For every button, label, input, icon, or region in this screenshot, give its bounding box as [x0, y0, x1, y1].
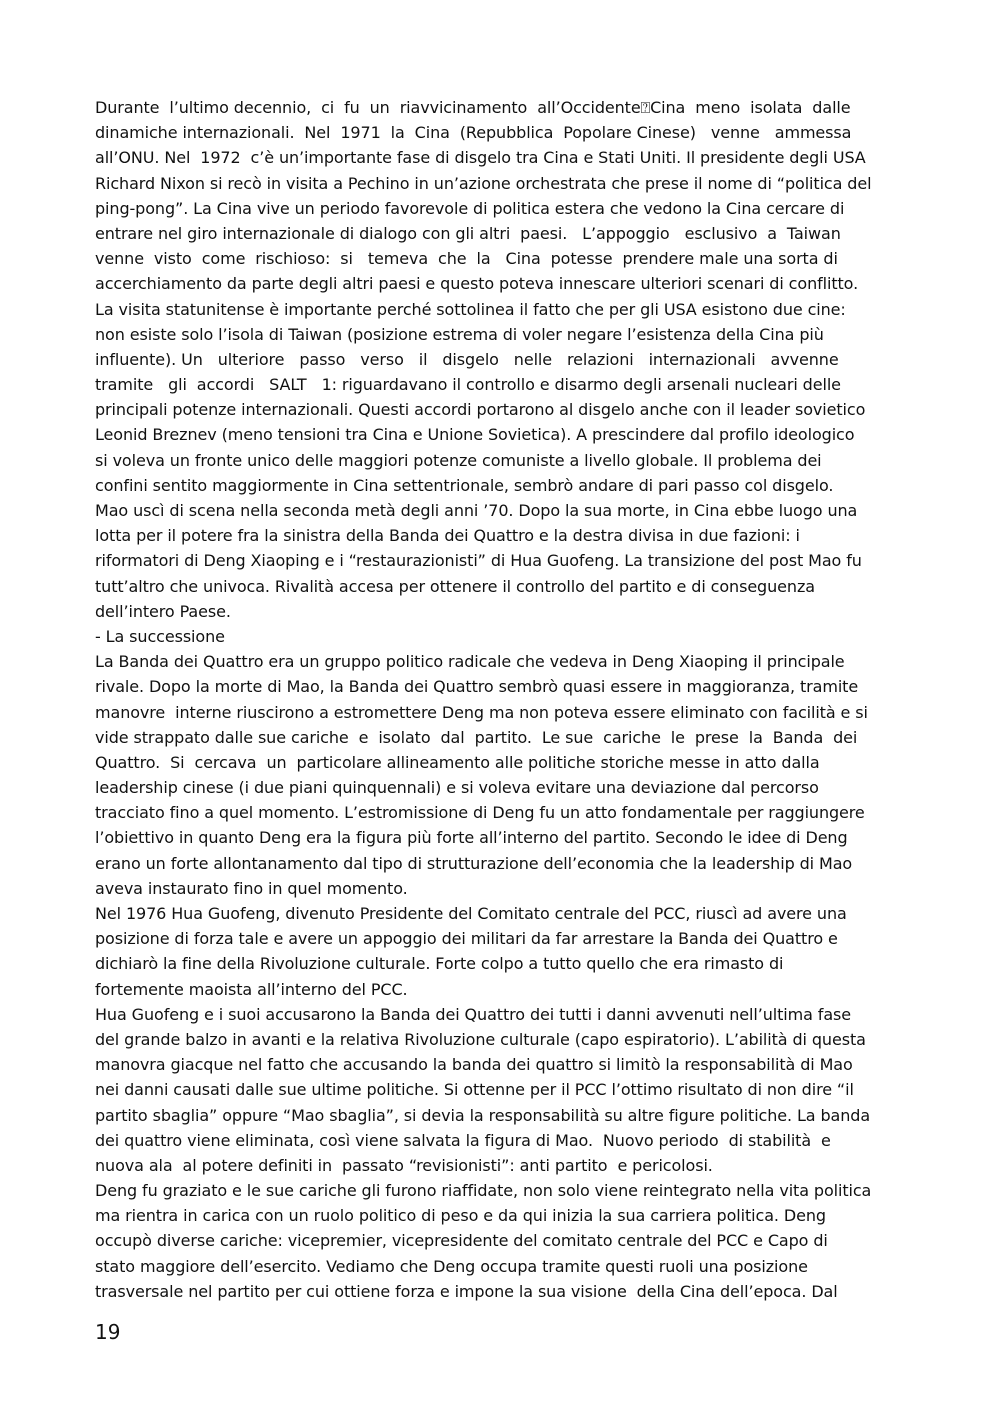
text-line: ping-pong”. La Cina vive un periodo favorevole di politica estera che vedono la Cina cercare di: [95, 198, 845, 218]
text-line: leadership cinese (i due piani quinquennali) e si voleva evitare una deviazione dal percorso: [95, 778, 819, 798]
text-line: La visita statunitense è importante perché sottolinea il fatto che per gli USA esistono due cine:: [95, 299, 846, 319]
text-line: manovre interne riuscirono a estromettere Deng ma non poteva essere eliminato con facilità e si: [95, 702, 868, 722]
text-line: trasversale nel partito per cui ottiene forza e impone la sua visione della Cina dell’epoca. Dal: [95, 1281, 838, 1301]
text-line: aveva instaurato fino in quel momento.: [95, 878, 408, 898]
text-line: entrare nel giro internazionale di dialogo con gli altri paesi. L’appoggio esclusivo a Taiwan: [95, 223, 841, 243]
text-line: accerchiamento da parte degli altri paesi e questo poteva innescare ulteriori scenari di conflitto.: [95, 274, 859, 294]
text-line: si voleva un fronte unico delle maggiori potenze comuniste a livello globale. Il problema dei: [95, 450, 822, 470]
text-line: dinamiche internazionali. Nel 1971 la Cina (Repubblica Popolare Cinese) venne ammessa: [95, 123, 852, 143]
text-line: Nel 1976 Hua Guofeng, divenuto Presidente del Comitato centrale del PCC, riuscì ad avere una: [95, 904, 847, 923]
text-line: manovra giacque nel fatto che accusando la banda dei quattro si limitò la responsabilità di Mao: [95, 1055, 853, 1075]
text-line: riformatori di Deng Xiaoping e i “restaurazionisti” di Hua Guofeng. La transizione del post Mao fu: [95, 551, 862, 571]
text-line: erano un forte allontanamento dal tipo di strutturazione dell’economia che la leadership di Mao: [95, 853, 853, 873]
text-line: all’ONU. Nel 1972 c’è un’importante fase di disgelo tra Cina e Stati Uniti. Il presidente degli USA: [95, 148, 866, 168]
text-line: principali potenze internazionali. Questi accordi portarono al disgelo anche con il leader sovietico: [95, 400, 866, 420]
text-line: l’obiettivo in quanto Deng era la figura più forte all’interno del partito. Secondo le idee di Deng: [95, 828, 848, 848]
text-line: influente). Un ulteriore passo verso il disgelo nelle relazioni internazionali avvenne: [95, 349, 839, 369]
text-line: Durante l’ultimo decennio, ci fu un riavvicinamento all’Occidente⍰Cina meno isolata dalle: [95, 98, 851, 117]
text-line: del grande balzo in avanti e la relativa Rivoluzione culturale (capo espiratorio). L’abilità di questa: [95, 1029, 866, 1049]
text-line: posizione di forza tale e avere un appoggio dei militari da far arrestare la Banda dei Quattro e: [95, 929, 838, 949]
text-line: stato maggiore dell’esercito. Vediamo che Deng occupa tramite questi ruoli una posizione: [95, 1256, 808, 1276]
text-line: Quattro. Si cercava un particolare allineamento alle politiche storiche messe in atto dalla: [95, 752, 820, 772]
body-text: [95, 95, 910, 1304]
text-line: confini sentito maggiormente in Cina settentrionale, sembrò andare di pari passo col disgelo.: [95, 475, 834, 495]
text-line: - La successione: [95, 626, 225, 646]
text-line: venne visto come rischioso: si temeva che la Cina potesse prendere male una sorta di: [95, 249, 838, 269]
text-line: fortemente maoista all’interno del PCC.: [95, 979, 408, 999]
text-line: vide strappato dalle sue cariche e isolato dal partito. Le sue cariche le prese la Banda dei: [95, 727, 858, 747]
text-line: tracciato fino a quel momento. L’estromissione di Deng fu un atto fondamentale per raggiungere: [95, 803, 865, 823]
text-line: nuova ala al potere definiti in passato “revisionisti”: anti partito e pericolosi.: [95, 1155, 713, 1175]
text-line: dell’intero Paese.: [95, 601, 231, 621]
text-line: Richard Nixon si recò in visita a Pechino in un’azione orchestrata che prese il nome di “politica del: [95, 173, 872, 193]
page-number: 19: [95, 1320, 121, 1344]
text-line: Deng fu graziato e le sue cariche gli furono riaffidate, non solo viene reintegrato nella vita politica: [95, 1181, 872, 1201]
text-line: La Banda dei Quattro era un gruppo politico radicale che vedeva in Deng Xiaoping il principale: [95, 652, 845, 672]
text-line: occupò diverse cariche: vicepremier, vicepresidente del comitato centrale del PCC e Capo di: [95, 1231, 828, 1251]
text-line: dei quattro viene eliminata, così viene salvata la figura di Mao. Nuovo periodo di stabilità e: [95, 1130, 831, 1150]
text-line: dichiarò la fine della Rivoluzione culturale. Forte colpo a tutto quello che era rimasto di: [95, 954, 784, 974]
text-line: lotta per il potere fra la sinistra della Banda dei Quattro e la destra divisa in due fazioni: i: [95, 526, 800, 546]
text-line: tutt’altro che univoca. Rivalità accesa per ottenere il controllo del partito e di conseguenza: [95, 576, 815, 596]
text-line: Leonid Breznev (meno tensioni tra Cina e Unione Sovietica). A prescindere dal profilo ideologico: [95, 425, 855, 445]
text-line: non esiste solo l’isola di Taiwan (posizione estrema di voler negare l’esistenza della Cina più: [95, 324, 824, 344]
text-line: Hua Guofeng e i suoi accusarono la Banda dei Quattro dei tutti i danni avvenuti nell’ultima fase: [95, 1004, 852, 1024]
text-line: nei danni causati dalle sue ultime politiche. Si ottenne per il PCC l’ottimo risultato di non dire “il: [95, 1080, 854, 1100]
text-line: ma rientra in carica con un ruolo politico di peso e da qui inizia la sua carriera politica. Deng: [95, 1206, 826, 1226]
text-line: rivale. Dopo la morte di Mao, la Banda dei Quattro sembrò quasi essere in maggioranza, tramite: [95, 677, 859, 697]
text-line: Mao uscì di scena nella seconda metà degli anni ’70. Dopo la sua morte, in Cina ebbe luogo una: [95, 501, 858, 520]
text-line: tramite gli accordi SALT 1: riguardavano il controllo e disarmo degli arsenali nucleari delle: [95, 375, 841, 395]
text-line: partito sbaglia” oppure “Mao sbaglia”, si devia la responsabilità su altre figure politiche. La banda: [95, 1105, 871, 1125]
